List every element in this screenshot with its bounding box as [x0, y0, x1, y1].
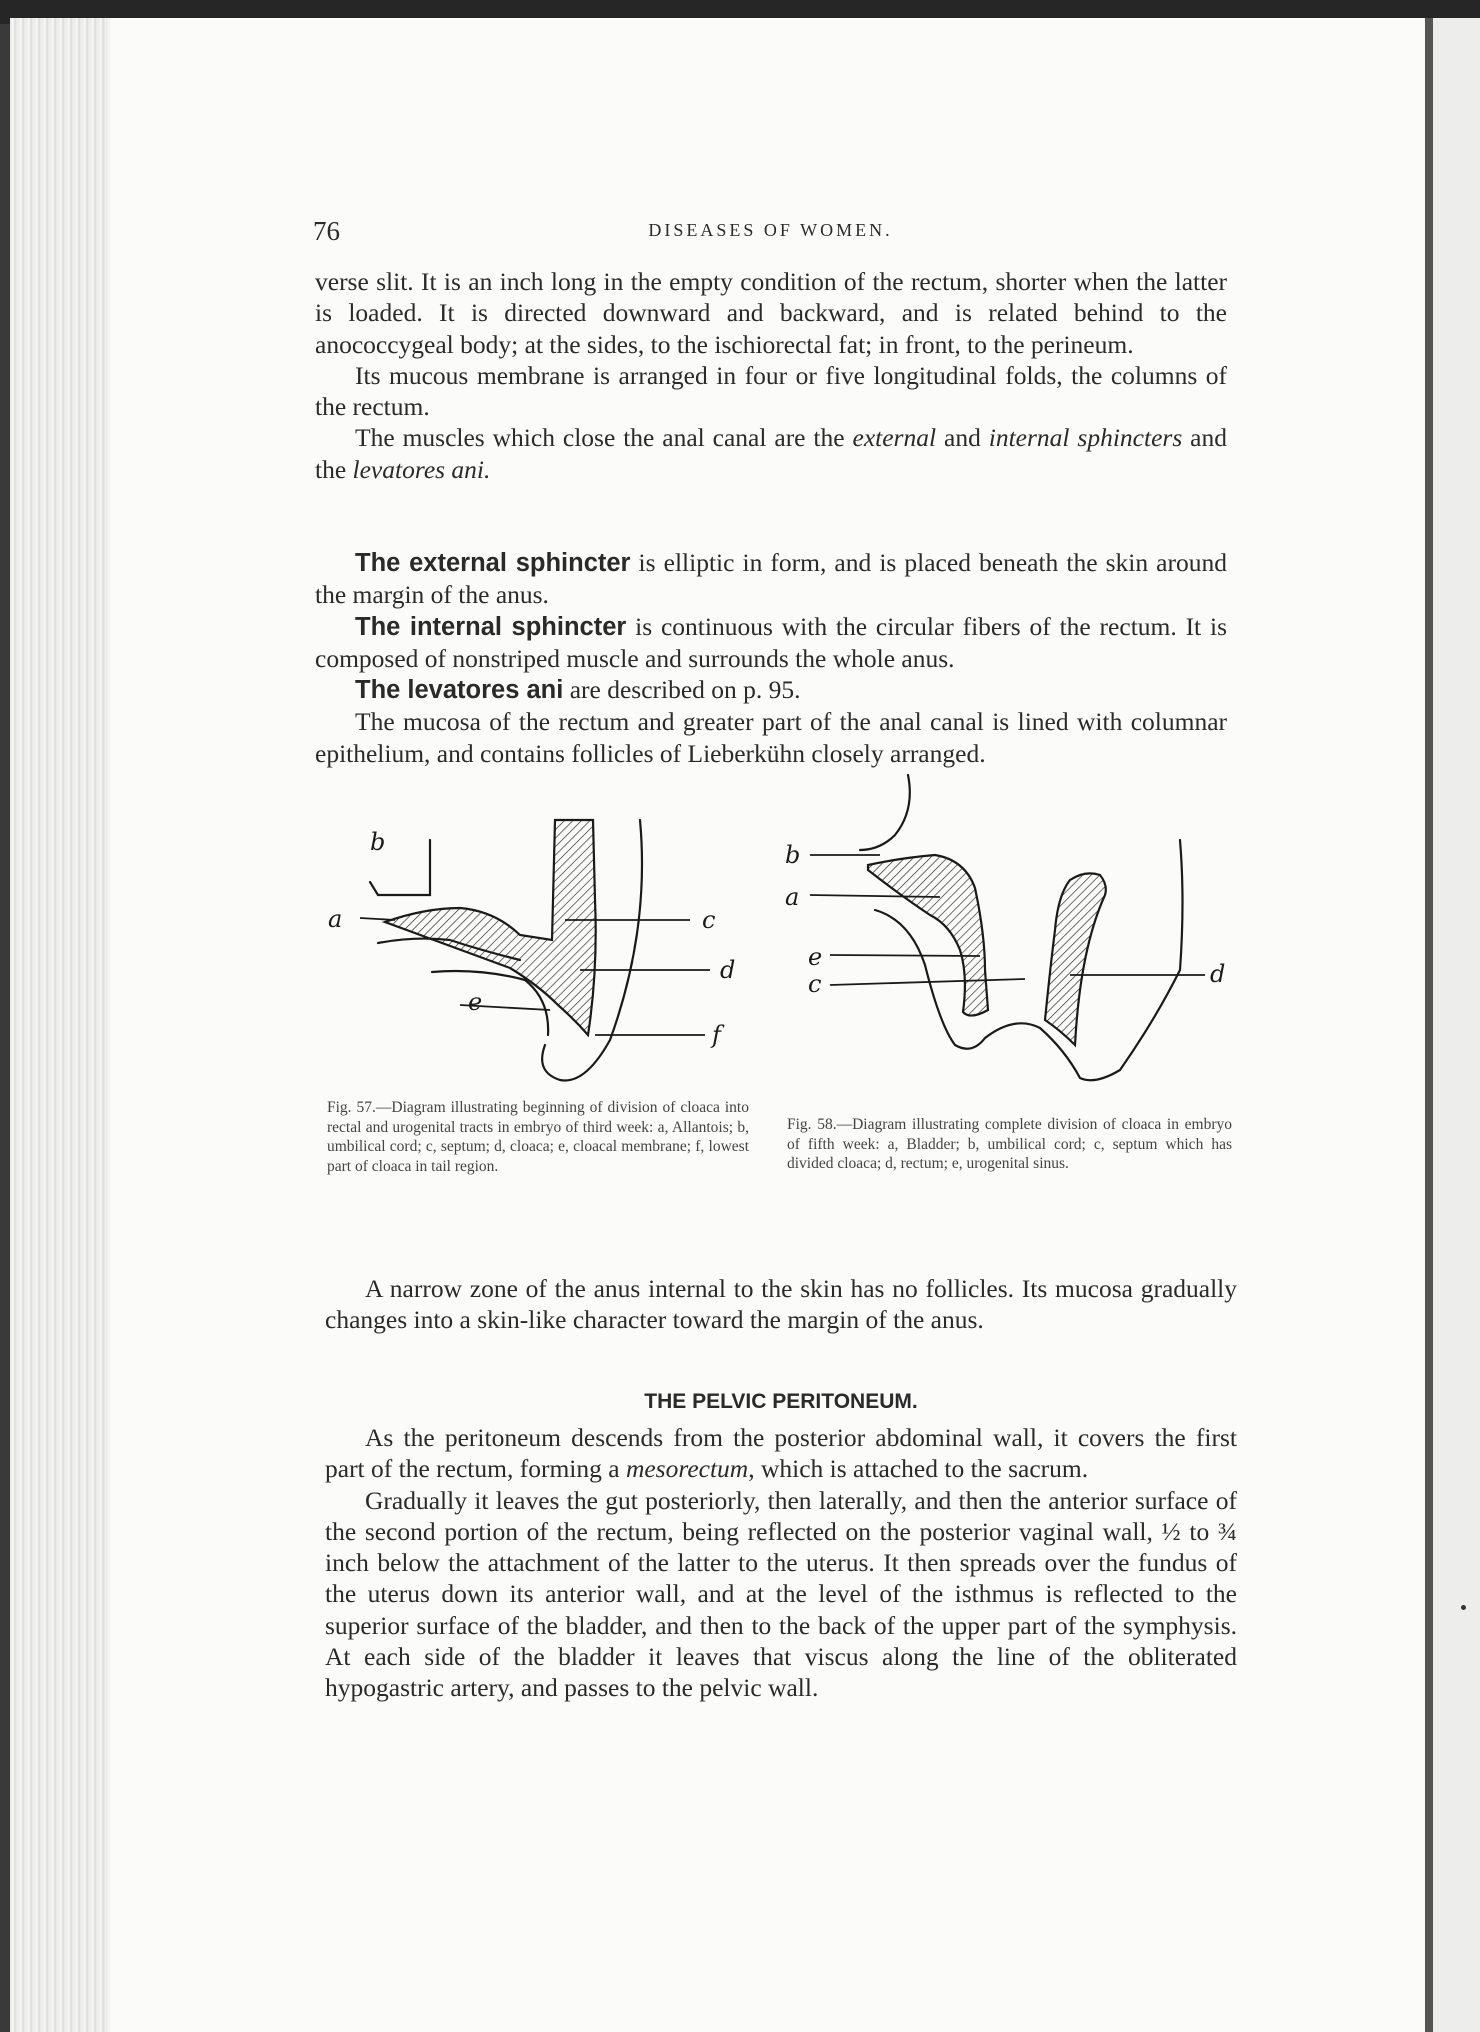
- term-internal-sphincter: The internal sphincter: [355, 612, 627, 641]
- figure-58-label-a: a: [785, 883, 800, 911]
- figure-57-drawing: [320, 810, 760, 1100]
- paragraph-sphincters: [315, 547, 1227, 769]
- figure-57-label-a: a: [328, 905, 343, 933]
- figure-57-label-e: e: [468, 988, 483, 1016]
- figure-57-caption: Fig. 57.—Diagram illustrating beginning of division of cloaca into rectal and urogenital tracts in embryo of third week: a, Allantois; b, umbilical cord; c, septum; d, cloaca; e, cloacal membrane; f, lowest part of cloaca in tail region.: [327, 1099, 749, 1175]
- figure-58-label-b: b: [785, 841, 801, 869]
- figure-58-diagram: [780, 770, 1240, 1090]
- leader-e: [830, 955, 980, 956]
- section-title: THE PELVIC PERITONEUM.: [644, 1390, 918, 1413]
- text-levatores-ani: The levatores ani are described on p. 95.: [355, 675, 801, 705]
- figure-57-label-b: b: [370, 828, 386, 856]
- page-header: [313, 212, 1228, 252]
- term-mesorectum: mesorectum: [625, 1454, 749, 1484]
- text-anal-canal-description: verse slit. It is an inch long in the empty condition of the rectum, shorter when the latter is loaded. It is directed downward and backward, and is related behind to the anococcygeal body; at the sides, to the ischiorectal fat; in front, to the perineum.: [315, 267, 1227, 359]
- allantois-septum-hatched: [385, 820, 596, 1035]
- text-muscles: The muscles which close the anal canal are the external and internal sphincters and the levatores ani.: [315, 423, 1227, 484]
- text-mesorectum: As the peritoneum descends from the posterior abdominal wall, it covers the first part of the rectum, forming a mesorectum, which is attached to the sacrum.: [325, 1423, 1237, 1484]
- figure-58-label-d: d: [1210, 960, 1226, 988]
- figure-57-label-f: f: [712, 1021, 721, 1049]
- term-levatores-ani: The levatores ani: [355, 676, 564, 705]
- text-internal-sphincter: The internal sphincter is continuous with the circular fibers of the rectum. It is composed of nonstriped muscle and surrounds the whole anus.: [315, 611, 1227, 673]
- paragraph-narrow-zone: A narrow zone of the anus internal to the skin has no follicles. Its mucosa gradually changes into a skin-like character toward the margin of the anus.: [325, 1274, 1237, 1335]
- running-head: DISEASES OF WOMEN.: [648, 220, 893, 240]
- text-peritoneum-reflection: Gradually it leaves the gut posteriorly, then laterally, and then the anterior surface of the second portion of the rectum, being reflected on the posterior vaginal wall, ½ to ¾ inch below the attachment of the latter to the uterus. It then spreads over the fundus of the uterus down its anterior wall, and at the level of the isthmus is reflected to the superior surface of the bladder, and then to the back of the upper part of the symphysis. At each side of the bladder it leaves that viscus along the line of the obliterated hypogastric artery, and passes to the pelvic wall.: [325, 1485, 1237, 1703]
- rectum-hatched: [1045, 873, 1106, 1045]
- bladder-hatched: [868, 855, 988, 1016]
- figure-58-label-e: e: [808, 943, 823, 971]
- figure-58-caption: Fig. 58.—Diagram illustrating complete division of cloaca in embryo of fifth week: a, Bladder; b, umbilical cord; c, septum which has divided cloaca; d, rectum; e, urogenital sinus.: [787, 1116, 1232, 1172]
- leader-c: [830, 979, 1025, 985]
- umbilical-cord-outline: [860, 775, 910, 850]
- page-stack-edge: [10, 18, 110, 2032]
- scan-speck: [1461, 1605, 1466, 1610]
- paragraph-rectum-anal-canal: [315, 266, 1227, 485]
- text-mucosa: The mucosa of the rectum and greater part of the anal canal is lined with columnar epithelium, and contains follicles of Lieberkühn closely arranged.: [315, 707, 1227, 768]
- text-mucous-membrane: Its mucous membrane is arranged in four or five longitudinal folds, the columns of the rectum.: [315, 360, 1227, 422]
- leader-a: [360, 918, 395, 920]
- term-external-sphincter: The external sphincter: [355, 549, 631, 577]
- page-number: 76: [313, 216, 340, 246]
- figure-57-diagram: [320, 810, 760, 1100]
- figure-57-label-c: c: [702, 906, 716, 934]
- facing-page-edge: [1433, 18, 1480, 2032]
- paragraph-pelvic-peritoneum: [325, 1422, 1237, 1704]
- figure-58-drawing: [780, 770, 1240, 1090]
- gutter-shadow: [1425, 18, 1433, 2032]
- text-external-sphincter: The external sphincter is elliptic in form, and is placed beneath the skin around the margin of the anus.: [315, 548, 1227, 610]
- figure-58-label-c: c: [808, 970, 822, 998]
- figure-57-label-d: d: [720, 956, 736, 984]
